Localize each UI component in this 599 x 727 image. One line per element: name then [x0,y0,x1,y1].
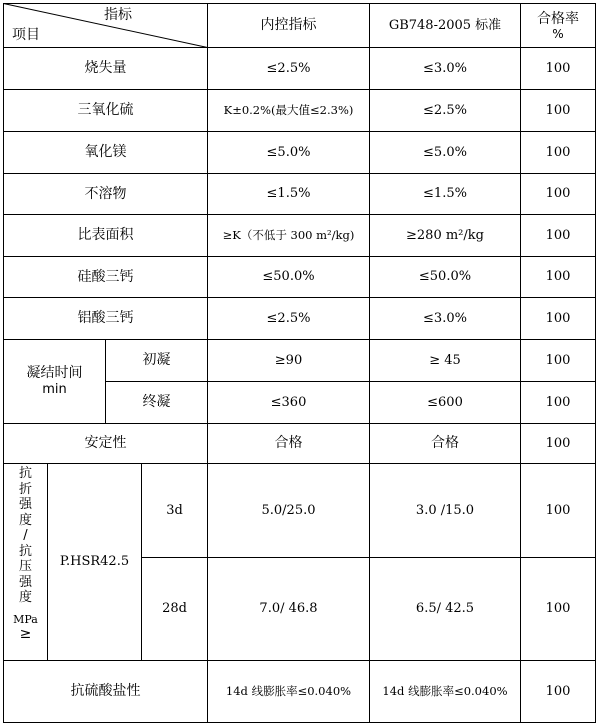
row-internal: ≤1.5% [266,186,311,202]
row-gb: ≤1.5% [423,186,467,202]
row-gb: ≤3.0% [423,310,467,326]
row-name: 氧化镁 [84,144,127,161]
header-rate-line1: 合格率 [537,11,579,28]
row-name: 铝酸三钙 [77,310,134,327]
row-internal: ≤2.5% [266,310,311,326]
strength-28d-gb: 6.5/ 42.5 [415,601,475,617]
sulfate-rate: 100 [545,683,571,699]
header-internal: 内控指标 [260,17,317,34]
soundness-internal: 合格 [274,435,303,452]
soundness-gb: 合格 [431,435,459,452]
strength-label-char: 度 [18,590,32,605]
row-rate: 100 [545,60,571,76]
strength-unit-symbol: ≥ [19,626,32,642]
final-setting-rate: 100 [545,394,571,410]
row-gb: ≤5.0% [423,144,467,160]
row-internal: K±0.2%(最大值≤2.3%) [223,102,354,117]
row-gb: ≥280 m²/kg [406,227,484,243]
initial-setting-name: 初凝 [142,352,171,369]
row-internal: ≤2.5% [266,60,311,76]
strength-3d-age: 3d [166,502,183,518]
row-internal: ≤5.0% [266,144,311,160]
strength-3d-internal: 5.0/25.0 [261,502,316,518]
strength-label-char: 压 [18,559,32,574]
header-rate [521,4,595,47]
strength-label-char: 抗 [18,466,32,481]
initial-setting-internal: ≥90 [274,352,303,368]
strength-28d-age: 28d [162,601,187,617]
final-setting-gb: ≤600 [427,394,463,410]
row-gb: ≤50.0% [418,269,472,285]
strength-grade: P.HSR42.5 [59,554,130,570]
row-name: 硅酸三钙 [77,268,134,285]
initial-setting-gb: ≥ 45 [429,352,461,368]
strength-label [4,466,47,658]
strength-label-char: 强 [18,497,32,512]
setting-time-label [4,340,105,423]
setting-time-label-line1: 凝结时间 [26,365,83,382]
row-rate: 100 [545,310,571,326]
strength-28d-rate: 100 [545,601,571,617]
row-rate: 100 [545,102,571,118]
row-gb: ≤2.5% [423,102,467,118]
row-rate: 100 [545,144,571,160]
strength-label-char: / [23,528,28,543]
row-gb: ≤3.0% [423,60,467,76]
row-name: 不溶物 [84,185,127,202]
sulfate-gb: 14d 线膨胀率≤0.040% [382,683,508,698]
header-diag-top: 指标 [104,6,132,23]
setting-time-label-line2: min [42,382,67,398]
strength-unit: MPa [13,612,38,626]
sulfate-internal: 14d 线膨胀率≤0.040% [225,683,352,698]
final-setting-internal: ≤360 [270,394,307,410]
strength-28d-internal: 7.0/ 46.8 [259,601,318,617]
header-rate-line2: % [552,26,564,41]
sulfate-name: 抗硫酸盐性 [70,683,141,700]
row-name: 比表面积 [77,227,134,244]
header-diag-bottom: 项目 [12,26,40,43]
strength-label-char: 度 [18,512,32,528]
row-rate: 100 [545,269,571,285]
strength-label-char: 抗 [18,543,32,559]
strength-label-char: 强 [18,574,32,590]
strength-3d-rate: 100 [545,502,571,518]
header-gb: GB748-2005 标准 [388,17,502,33]
initial-setting-rate: 100 [545,352,571,368]
row-rate: 100 [545,227,571,243]
row-name: 三氧化硫 [77,102,134,119]
soundness-name: 安定性 [84,435,127,452]
soundness-rate: 100 [545,435,571,451]
strength-label-char: 折 [18,481,32,497]
row-internal: ≤50.0% [262,269,315,285]
row-internal: ≥K（不低于 300 m²/kg) [222,227,355,242]
row-rate: 100 [545,186,571,202]
strength-3d-gb: 3.0 /15.0 [415,502,475,518]
row-name: 烧失量 [84,60,127,77]
final-setting-name: 终凝 [142,394,171,411]
